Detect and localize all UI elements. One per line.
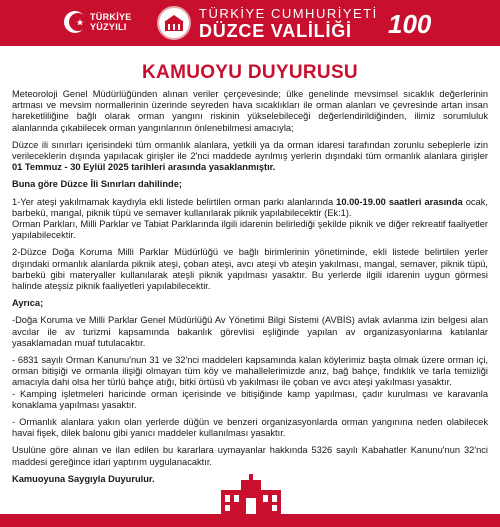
item-1-text-a: 1-Yer ateşi yakılmamak kaydıyla ekli listede belirtilen orman parkı alanlarında (12, 196, 334, 207)
paragraph-item-2: 2-Düzce Doğa Koruma Milli Parklar Müdürlüğü ve bağlı birimlerinin yönetiminde, ekli listede belirtilen yerler dışındaki ormanlık alanlarda piknik ateşi, çoban ateşi, avcı ateşi vb ateşin yakılması, mangal, semaver, piknik tüpü, barbekü gibi materyaller kullanılarak ateşli piknik yapılması yasaktır. Bu yerlerde ilgili idarenin uygun görmesi halinde ateşsiz piknik faaliyetleri yapılabilecektir. (12, 247, 488, 292)
paragraph-fireworks: - Ormanlık alanlara yakın olan yerlerde düğün ve benzeri organizasyonlarda orman yangınına neden olabilecek havai fişek, dilek balonu gibi yanıcı maddeler kullanılması yasaktır. (12, 417, 488, 439)
centennial-logo (388, 7, 438, 39)
paragraph-also-heading: Ayrıca; (12, 298, 44, 309)
paragraph-closing: Kamuoyuna Saygıyla Duyurulur. (12, 473, 155, 484)
governorship-title-block (199, 6, 378, 41)
crescent-star-icon (62, 9, 88, 35)
paragraph-scope-heading: Buna göre Düzce İli Sınırları dahilinde; (12, 179, 182, 190)
paragraph-intro: Meteoroloji Genel Müdürlüğünden alınan veriler çerçevesinde; ülke genelinde mevsimsel sıcaklık değerlerinin artması ve mevsim normallerinin üzerinde seyreden hava sıcaklıkları ile orman alanları ve çevresinde artan insan hareketliliğine bağlı olarak orman yangını riskinin yükselebileceği değerlendirildiğinden, ilimiz sorumluluk alanlarında çıkabilecek orman yangınlarının önlenebilmesi amacıyla; (12, 89, 488, 133)
announcement-body (12, 89, 488, 491)
office-label: DÜZCE VALİLİĞİ (199, 21, 352, 41)
villages-text: - 6831 sayılı Orman Kanunu'nun 31 ve 32'nci maddeleri kapsamında kalan köylerimiz başta olmak üzere orman içi, orman bitişiği ve ormanla ilişiği olmayan tüm köy ve mahallelerimizde anız, bağ bahçe, fındıklık ve tarla temizliği amacıyla dahi olsa her türlü bahçe atığı, bitki örtüsü vb yakılması ile çoban ve avcı ateşi yakılması yasaktır. (12, 355, 488, 388)
paragraph-ban (12, 140, 488, 174)
governorship-building-icon (217, 474, 285, 516)
item-1-text-b: ocak, barbekü, mangal, piknik tüpü ve semaver kullanılarak piknik yapılabilecektir (Ek:1). (12, 196, 488, 218)
paragraph-sanctions: Usulüne göre alınan ve ilan edilen bu kararlara uymayanlar hakkında 5326 sayılı Kabahatler Kanunu'nun 32'nci maddesi gereğince idari yaptırım uygulanacaktır. (12, 445, 488, 467)
yuzyili-label: YÜZYILI (90, 22, 127, 32)
turkiye-yuzyili-logo (62, 7, 142, 39)
paragraph-hunters: -Doğa Koruma ve Milli Parklar Genel Müdürlüğü Av Yönetimi Bilgi Sistemi (AVBİS) avlak avlanma izin belgesi alan avcılar ile av turizmi kapsamında bakanlık görevlisi eşliğinde yapılan av organizasyonlarına katılanlar yasaklamadan muaf tutulacaktır. (12, 315, 488, 348)
paragraph-villages (12, 355, 488, 411)
paragraph-item-1 (12, 197, 488, 242)
item-1-text-c: Orman Parkları, Milli Parklar ve Tabiat Parklarında ilgili idarenin belirlediği şekilde piknik ve diğer rekreatif faaliyetler yapılabilecektir. (12, 219, 488, 241)
ban-dates: 01 Temmuz - 30 Eylül 2025 tarihleri arasında yasaklanmıştır. (12, 162, 276, 173)
ban-text: Düzce ili sınırları içerisindeki tüm ormanlık alanlara, yetkili ya da orman idaresi tarafından zorunlu sebeplerle izin verileceklerin dışında yapılacak girişler ile 2'nci maddede ayrılmış yerlerin dışındaki tüm ormanlık alanlara girişler (12, 139, 488, 162)
footer-bar (0, 514, 500, 527)
republic-label: TÜRKİYE CUMHURİYETİ (199, 6, 378, 21)
header-banner (0, 0, 500, 46)
svg-text:100: 100 (388, 9, 432, 39)
centennial-100-icon (388, 7, 438, 39)
governorship-seal-icon (157, 6, 191, 40)
item-1-hours: 10.00-19.00 saatleri arasında (336, 196, 463, 207)
camping-text: - Kamping işletmeleri haricinde orman içerisinde ve bitişiğinde kamp yapılması, çadır kurulması ve karavanla konaklama yapılması yasaktır. (12, 388, 488, 410)
turkiye-label: TÜRKİYE (90, 12, 132, 22)
page-title: KAMUOYU DUYURUSU (142, 62, 358, 83)
